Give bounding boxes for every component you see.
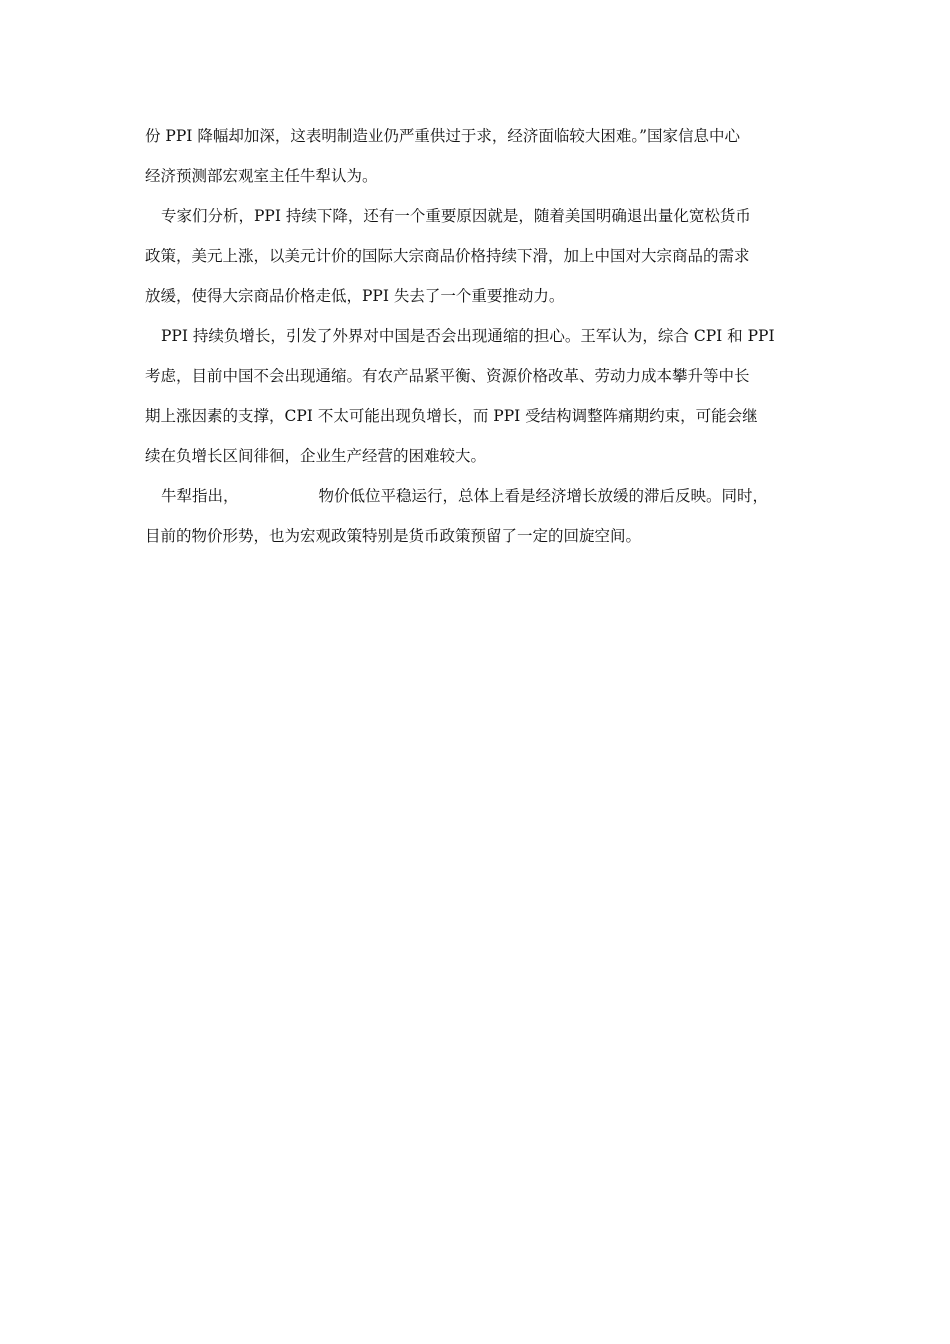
paragraph-line: 经济预测部宏观室主任牛犁认为。 [145, 167, 378, 185]
paragraph-line: 考虑，目前中国不会出现通缩。有农产品紧平衡、资源价格改革、劳动力成本攀升等中长 [145, 367, 750, 385]
paragraph-line: 目前的物价形势，也为宏观政策特别是货币政策预留了一定的回旋空间。 [145, 527, 642, 545]
paragraph-line-end: 物价低位平稳运行，总体上看是经济增长放缓的滞后反映。同时， [318, 487, 769, 505]
paragraph-line: 放缓，使得大宗商品价格走低，PPI 失去了一个重要推动力。 [145, 287, 565, 305]
paragraph-line-start: 牛犁指出， [161, 487, 239, 505]
paragraph-line: 专家们分析，PPI 持续下降，还有一个重要原因就是，随着美国明确退出量化宽松货币 [161, 207, 751, 225]
paragraph-line: 期上涨因素的支撑，CPI 不太可能出现负增长，而 PPI 受结构调整阵痛期约束，可能会继 [145, 407, 758, 425]
paragraph-line: 份 PPI 降幅却加深，这表明制造业仍严重供过于求，经济面临较大困难。”国家信息中心 [145, 127, 741, 145]
paragraph-line: 政策，美元上涨，以美元计价的国际大宗商品价格持续下滑，加上中国对大宗商品的需求 [145, 247, 750, 265]
paragraph-line [161, 478, 768, 514]
paragraph-line: 续在负增长区间徘徊，企业生产经营的困难较大。 [145, 447, 487, 465]
paragraph-line: PPI 持续负增长，引发了外界对中国是否会出现通缩的担心。王军认为，综合 CPI 和 PPI [161, 327, 775, 345]
